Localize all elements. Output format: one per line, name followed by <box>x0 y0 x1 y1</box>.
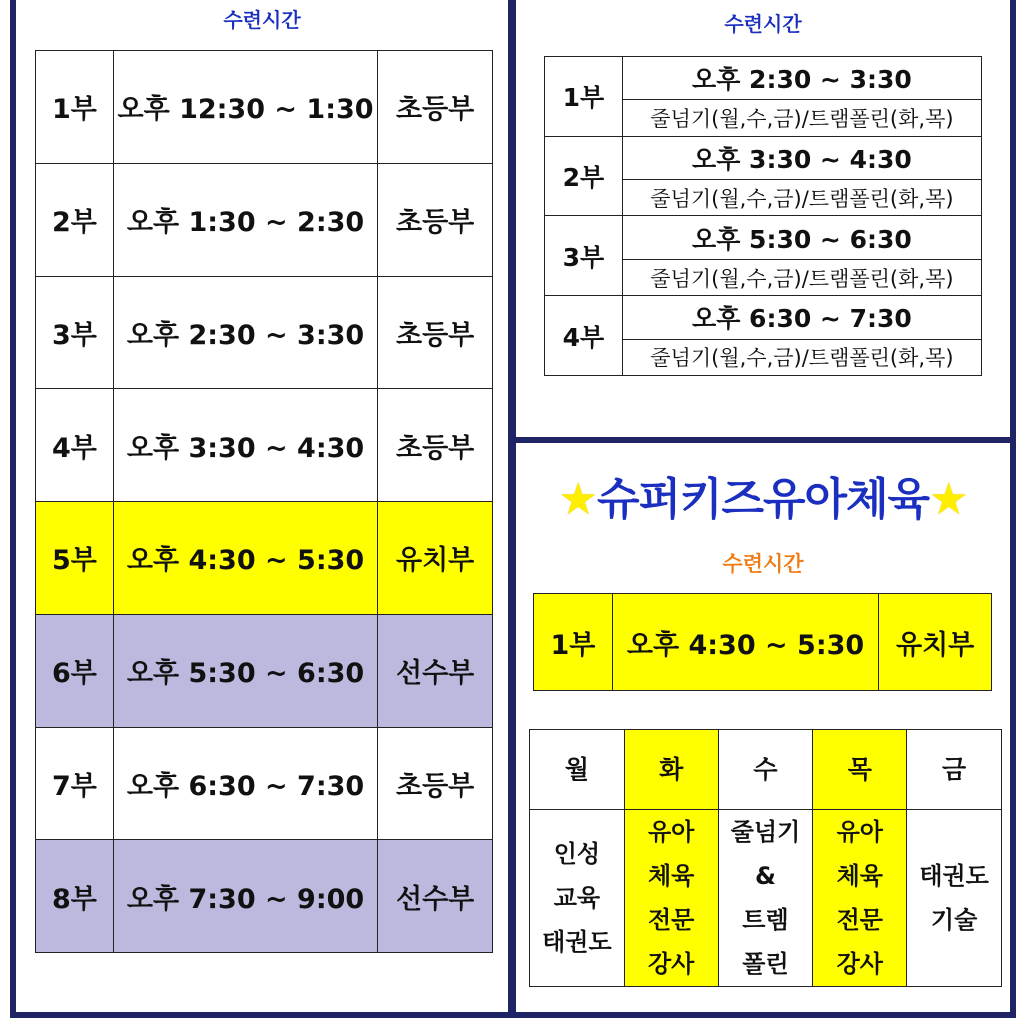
schedule-row <box>545 296 982 339</box>
schedule-part: 4부 <box>36 389 114 502</box>
weekday-program <box>718 810 813 987</box>
right-top-section-title: 수련시간 <box>724 12 802 36</box>
schedule-time: 오후 5:30 ~ 6:30 <box>622 216 981 259</box>
schedule-group: 초등부 <box>378 51 493 164</box>
weekday-header: 금 <box>907 730 1002 810</box>
program-line: 강사 <box>836 950 883 978</box>
program-line: & <box>755 862 776 890</box>
weekday-header: 화 <box>624 730 718 810</box>
schedule-group: 초등부 <box>378 389 493 502</box>
schedule-row <box>36 840 493 953</box>
schedule-row <box>36 502 493 615</box>
schedule-part: 3부 <box>545 216 623 296</box>
schedule-part: 3부 <box>36 276 114 389</box>
weekday-program <box>813 810 907 987</box>
program-line: 강사 <box>648 950 695 978</box>
right-top-schedule-table <box>544 56 982 376</box>
schedule-part: 7부 <box>36 727 114 840</box>
schedule-time: 오후 2:30 ~ 3:30 <box>622 57 981 100</box>
session-time: 오후 4:30 ~ 5:30 <box>612 594 878 691</box>
program-line: 전문 <box>648 906 695 934</box>
kids-program-title-text: 슈퍼키즈유아체육 <box>596 474 930 525</box>
program-line: 전문 <box>836 906 883 934</box>
kids-session-table <box>533 593 992 691</box>
star-icon: ★ <box>558 474 597 525</box>
schedule-activity: 줄넘기(월,수,금)/트램폴린(화,목) <box>622 180 981 216</box>
schedule-time: 오후 6:30 ~ 7:30 <box>622 296 981 339</box>
schedule-part: 6부 <box>36 614 114 727</box>
weekday-header: 목 <box>813 730 907 810</box>
kids-session-row <box>534 594 992 691</box>
schedule-row <box>545 136 982 179</box>
schedule-group: 초등부 <box>378 727 493 840</box>
schedule-row <box>545 216 982 259</box>
schedule-time: 오후 5:30 ~ 6:30 <box>113 614 377 727</box>
program-line: 줄넘기 <box>730 818 801 846</box>
schedule-row <box>36 389 493 502</box>
weekday-program <box>907 810 1002 987</box>
weekday-program <box>624 810 718 987</box>
schedule-time: 오후 6:30 ~ 7:30 <box>113 727 377 840</box>
schedule-part: 2부 <box>545 136 623 216</box>
schedule-time: 오후 4:30 ~ 5:30 <box>113 502 377 615</box>
schedule-row <box>36 51 493 164</box>
program-line: 인성 <box>553 840 601 868</box>
schedule-part: 1부 <box>545 57 623 137</box>
schedule-group: 유치부 <box>378 502 493 615</box>
session-group: 유치부 <box>879 594 992 691</box>
weekday-header: 월 <box>530 730 625 810</box>
schedule-row <box>545 57 982 100</box>
program-line: 유아 <box>648 818 695 846</box>
program-line: 태권도 <box>542 928 612 956</box>
left-schedule-table <box>35 50 493 953</box>
program-line: 트렘 <box>742 906 789 934</box>
schedule-row <box>36 163 493 276</box>
program-line: 기술 <box>930 906 978 934</box>
weekday-header: 수 <box>718 730 813 810</box>
schedule-part: 8부 <box>36 840 114 953</box>
program-line: 교육 <box>553 884 601 912</box>
schedule-time: 오후 1:30 ~ 2:30 <box>113 163 377 276</box>
session-part: 1부 <box>534 594 613 691</box>
kids-section-title: 수련시간 <box>722 552 804 576</box>
schedule-time: 오후 3:30 ~ 4:30 <box>622 136 981 179</box>
schedule-activity: 줄넘기(월,수,금)/트램폴린(화,목) <box>622 100 981 136</box>
schedule-time: 오후 3:30 ~ 4:30 <box>113 389 377 502</box>
schedule-group: 초등부 <box>378 276 493 389</box>
schedule-row <box>36 727 493 840</box>
schedule-part: 4부 <box>545 296 623 376</box>
schedule-time: 오후 7:30 ~ 9:00 <box>113 840 377 953</box>
left-section-title: 수련시간 <box>223 8 301 32</box>
program-line: 유아 <box>836 818 883 846</box>
schedule-row <box>36 276 493 389</box>
weekly-program-table <box>529 729 1002 987</box>
program-line: 체육 <box>836 862 883 890</box>
schedule-part: 2부 <box>36 163 114 276</box>
schedule-part: 5부 <box>36 502 114 615</box>
weekday-program <box>530 810 625 987</box>
schedule-group: 선수부 <box>378 614 493 727</box>
star-icon: ★ <box>929 474 968 525</box>
schedule-time: 오후 2:30 ~ 3:30 <box>113 276 377 389</box>
schedule-activity: 줄넘기(월,수,금)/트램폴린(화,목) <box>622 339 981 375</box>
schedule-group: 선수부 <box>378 840 493 953</box>
schedule-activity: 줄넘기(월,수,금)/트램폴린(화,목) <box>622 259 981 295</box>
program-line: 태권도 <box>919 862 989 890</box>
kids-program-title <box>516 463 1010 527</box>
program-line: 폴린 <box>742 950 789 978</box>
schedule-part: 1부 <box>36 51 114 164</box>
schedule-row <box>36 614 493 727</box>
schedule-time: 오후 12:30 ~ 1:30 <box>113 51 377 164</box>
schedule-group: 초등부 <box>378 163 493 276</box>
program-line: 체육 <box>648 862 695 890</box>
